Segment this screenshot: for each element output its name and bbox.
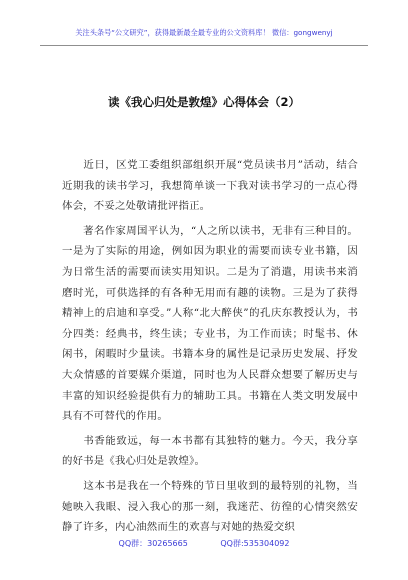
footer-contacts: [0, 538, 408, 549]
document-title: 读《我心归处是敦煌》心得体会（2）: [108, 95, 300, 109]
header-note: 关注头条号“公文研究”，获得最新最全最专业的公文资料库！ 微信：gongwenyj: [75, 28, 333, 37]
paragraph-3: 书香能致远，每一本书都有其独特的魅力。今天，我分享的好书是《我心归处是敦煌》。: [62, 434, 358, 468]
paragraph-4: 这本书是我在一个特殊的节日里收到的最特别的礼物，当她映入我眼、浸入我心的那一刻，我迷茫、彷徨的心情突然安静了许多，内心油然而生的欢喜与对她的热爱交织: [62, 479, 358, 534]
document-body: [62, 155, 358, 538]
qq-group-1: QQ群：30265665: [118, 539, 188, 548]
header-divider: [40, 45, 368, 46]
qq-group-2: QQ群:535304092: [220, 539, 290, 548]
paragraph-1: 近日，区党工委组织部组织开展“党员读书月”活动，结合近期我的读书学习，我想简单谈一下我对读书学习的一点心得体会，不妥之处敬请批评指正。: [62, 159, 358, 213]
paragraph-2: 著名作家周国平认为，“人之所以读书，无非有三种目的。一是为了实际的用途，例如因为职业的需要而读专业书籍，因为日常生活的需要而读实用知识。二是为了消遣，用读书来消磨时光，可供选择的有各种无用而有趣的读物。三是为了获得精神上的启迪和享受。”人称“北大醉侠”的孔庆东教授认为，书分四类：经典书，终生读；专业书，为工作而读；时髦书、休闲书，闲暇时少量读。书籍本身的属性是记录历史发展、抒发大众情感的首要媒介渠道，同时也为人民群众想要了解历史与丰富的知识经验提供有力的辅助工具。书籍在人类文明发展中具有不可替代的作用。: [62, 224, 358, 423]
